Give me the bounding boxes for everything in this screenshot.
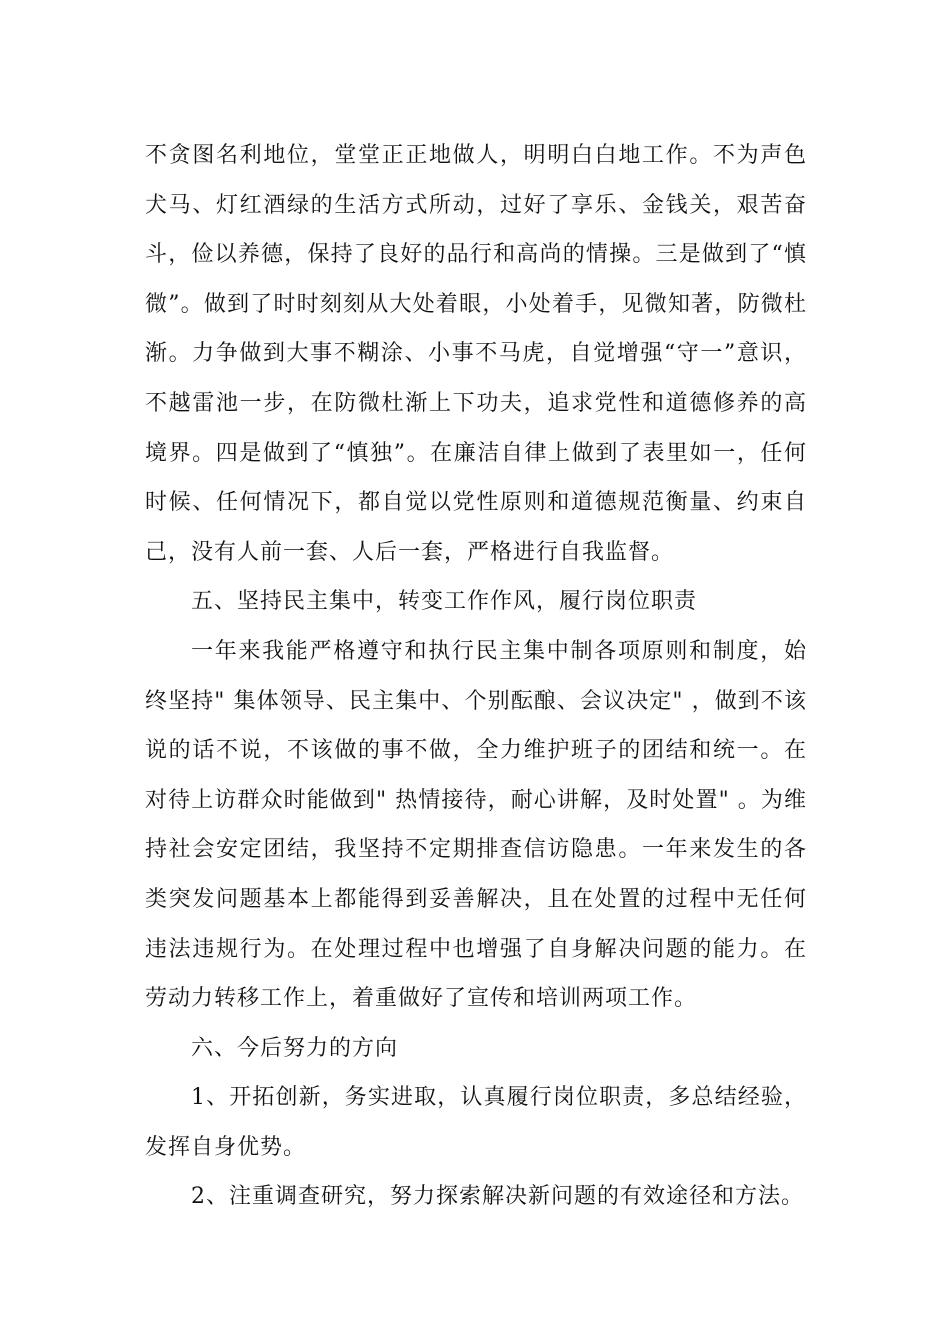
paragraph-democratic-centralism: 一年来我能严格遵守和执行民主集中制各项原则和制度，始终坚持" 集体领导、民主集中、个别酝酿、会议决定" ，做到不该说的话不说，不该做的事不做，全力维护班子的团结和统一。在对待上访群众时能做到" 热情接待，耐心讲解，及时处置" 。为维持社会安定团结，我坚持不定期排查信访隐患。一年来发生的各类突发问题基本上都能得到妥善解决，且在处置的过程中无任何违法违规行为。在处理过程中也增强了自身解决问题的能力。在劳动力转移工作上，着重做好了宣传和培训两项工作。	[145, 638, 807, 1012]
document-body	[145, 131, 807, 1222]
list-item-two: 2、注重调查研究，努力探索解决新问题的有效途径和方法。	[191, 1184, 804, 1210]
section-heading-five: 五、坚持民主集中，转变工作作风，履行岗位职责	[191, 589, 698, 615]
section-heading-six: 六、今后努力的方向	[191, 1035, 399, 1061]
paragraph-self-discipline: 不贪图名利地位，堂堂正正地做人，明明白白地工作。不为声色犬马、灯红酒绿的生活方式所动，过好了享乐、金钱关，艰苦奋斗，俭以养德，保持了良好的品行和高尚的情操。三是做到了“慎微”。做到了时时刻刻从大处着眼，小处着手，见微知著，防微杜渐。力争做到大事不糊涂、小事不马虎，自觉增强“守一”意识，不越雷池一步，在防微杜渐上下功夫，追求党性和道德修养的高境界。四是做到了“慎独”。在廉洁自律上做到了表里如一，任何时候、任何情况下，都自觉以党性原则和道德规范衡量、约束自己，没有人前一套、人后一套，严格进行自我监督。	[145, 143, 807, 565]
list-item-one: 1、开拓创新，务实进取，认真履行岗位职责，多总结经验，发挥自身优势。	[145, 1085, 807, 1160]
